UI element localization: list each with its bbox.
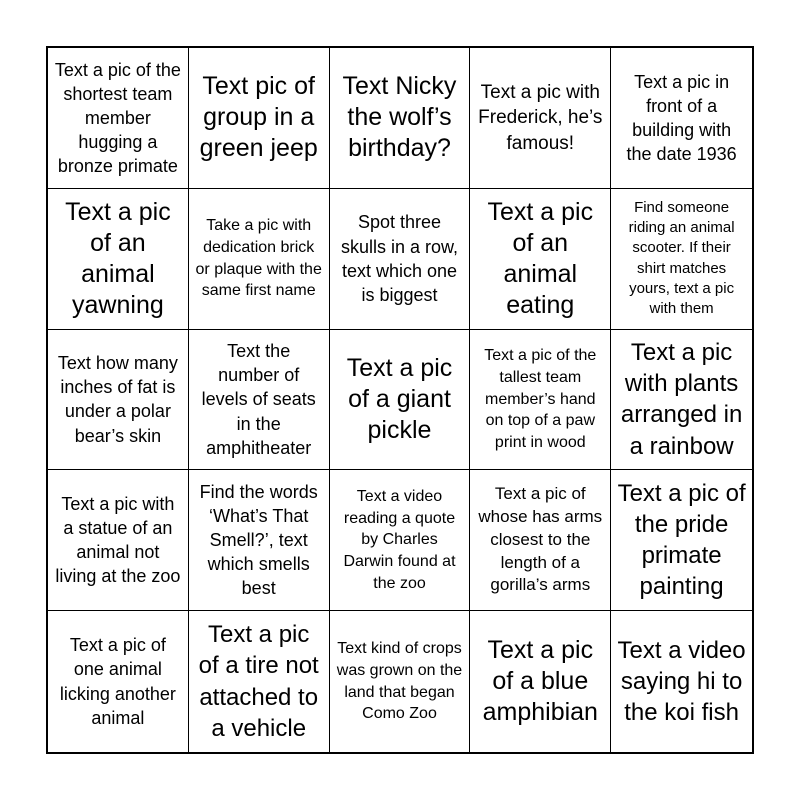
bingo-cell[interactable]: Text a video reading a quote by Charles Darwin found at the zoo bbox=[330, 470, 471, 611]
bingo-cell[interactable]: Text a pic with Frederick, he’s famous! bbox=[470, 48, 611, 189]
bingo-cell[interactable]: Text a pic of an animal yawning bbox=[48, 189, 189, 330]
bingo-cell[interactable]: Text a pic of the shortest team member hugging a bronze primate bbox=[48, 48, 189, 189]
bingo-cell[interactable]: Find the words ‘What’s That Smell?’, text which smells best bbox=[189, 470, 330, 611]
bingo-cell[interactable]: Spot three skulls in a row, text which one is biggest bbox=[330, 189, 471, 330]
bingo-cell[interactable]: Text pic of group in a green jeep bbox=[189, 48, 330, 189]
bingo-cell[interactable]: Text a pic of a giant pickle bbox=[330, 330, 471, 471]
bingo-board bbox=[46, 46, 754, 754]
bingo-cell[interactable]: Text a pic of one animal licking another animal bbox=[48, 611, 189, 752]
bingo-cell[interactable]: Text a pic of a blue amphibian bbox=[470, 611, 611, 752]
bingo-cell[interactable]: Text Nicky the wolf’s birthday? bbox=[330, 48, 471, 189]
bingo-cell[interactable]: Text a pic of whose has arms closest to the length of a gorilla’s arms bbox=[470, 470, 611, 611]
bingo-cell[interactable]: Text a pic with a statue of an animal not living at the zoo bbox=[48, 470, 189, 611]
bingo-cell[interactable]: Text the number of levels of seats in the amphitheater bbox=[189, 330, 330, 471]
bingo-cell[interactable]: Text kind of crops was grown on the land that began Como Zoo bbox=[330, 611, 471, 752]
bingo-cell[interactable]: Take a pic with dedication brick or plaque with the same first name bbox=[189, 189, 330, 330]
bingo-cell[interactable]: Find someone riding an animal scooter. If their shirt matches yours, text a pic with them bbox=[611, 189, 752, 330]
bingo-cell[interactable]: Text a pic with plants arranged in a rainbow bbox=[611, 330, 752, 471]
bingo-cell[interactable]: Text a pic of the tallest team member’s hand on top of a paw print in wood bbox=[470, 330, 611, 471]
bingo-cell[interactable]: Text a pic in front of a building with the date 1936 bbox=[611, 48, 752, 189]
bingo-cell[interactable]: Text a video saying hi to the koi fish bbox=[617, 636, 746, 727]
bingo-cell[interactable]: Text a pic of an animal eating bbox=[470, 189, 611, 330]
bingo-cell[interactable]: Text a pic of the pride primate painting bbox=[611, 470, 752, 611]
bingo-cell[interactable]: Text how many inches of fat is under a polar bear’s skin bbox=[48, 330, 189, 471]
bingo-cell[interactable]: Text a pic of a tire not attached to a vehicle bbox=[189, 611, 330, 752]
